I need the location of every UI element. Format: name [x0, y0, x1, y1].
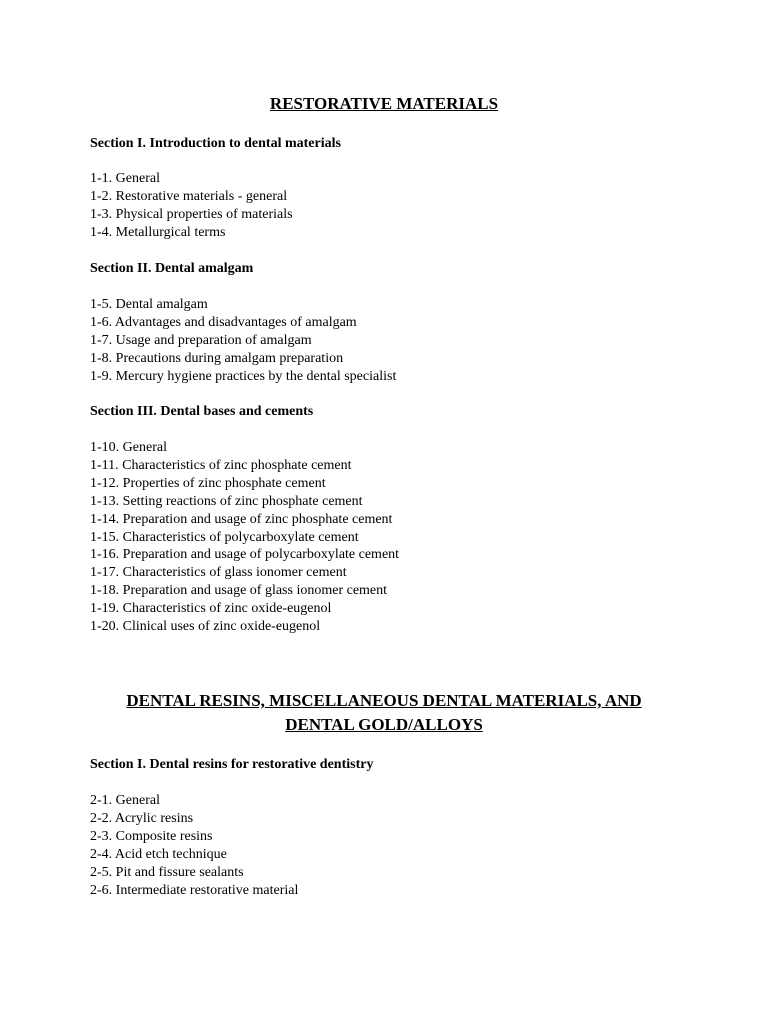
list-item: 1-8. Precautions during amalgam preparation [90, 350, 344, 366]
list-item: 1-15. Characteristics of polycarboxylate cement [90, 529, 359, 545]
list-item: 1-9. Mercury hygiene practices by the dental specialist [90, 368, 397, 384]
list-item: 1-4. Metallurgical terms [90, 224, 226, 240]
list-item: 1-18. Preparation and usage of glass ionomer cement [90, 583, 388, 599]
chapter-1-title: RESTORATIVE MATERIALS [269, 94, 499, 113]
list-item: 1-10. General [90, 440, 167, 455]
list-item: 1-20. Clinical uses of zinc oxide-eugenol [90, 619, 321, 635]
list-item: 1-12. Properties of zinc phosphate cement [90, 475, 326, 491]
chapter-2-title-line-1: DENTAL RESINS, MISCELLANEOUS DENTAL MATERIALS, AND [126, 691, 642, 710]
chapter-1-section-2 [90, 260, 690, 278]
list-item: 2-5. Pit and fissure sealants [90, 864, 244, 880]
list-item: 1-7. Usage and preparation of amalgam [90, 332, 312, 348]
list-item: 2-1. General [90, 793, 160, 808]
list-item: 2-4. Acid etch technique [90, 846, 227, 862]
list-item: 1-1. General [90, 171, 160, 186]
chapter-1-section-3 [90, 403, 690, 421]
section-title: Section III. Dental bases and cements [90, 404, 314, 419]
chapter-1-section-2-list [90, 296, 690, 386]
list-item: 1-14. Preparation and usage of zinc phosphate cement [90, 511, 393, 527]
chapter-2-title-line-2: DENTAL GOLD/ALLOYS [285, 715, 483, 734]
list-item: 1-17. Characteristics of glass ionomer cement [90, 565, 347, 581]
list-item: 1-2. Restorative materials - general [90, 188, 288, 204]
list-item: 1-19. Characteristics of zinc oxide-eugenol [90, 601, 332, 617]
list-item: 2-3. Composite resins [90, 828, 213, 844]
list-item: 1-16. Preparation and usage of polycarboxylate cement [90, 547, 400, 563]
chapter-1-section-1 [90, 135, 690, 153]
list-item: 1-11. Characteristics of zinc phosphate cement [90, 457, 352, 473]
chapter-2-section-1 [90, 756, 690, 774]
list-item: 1-5. Dental amalgam [90, 297, 208, 312]
section-title: Section I. Introduction to dental materials [90, 136, 341, 151]
list-item: 1-6. Advantages and disadvantages of amalgam [90, 314, 357, 330]
chapter-2-section-1-list [90, 792, 690, 899]
chapter-1-section-1-list [90, 170, 690, 242]
list-item: 1-3. Physical properties of materials [90, 206, 293, 222]
list-item: 2-2. Acrylic resins [90, 810, 194, 826]
list-item: 2-6. Intermediate restorative material [90, 882, 299, 898]
chapter-1-section-3-list [90, 439, 690, 636]
section-title: Section II. Dental amalgam [90, 261, 254, 276]
list-item: 1-13. Setting reactions of zinc phosphate cement [90, 493, 363, 509]
section-title: Section I. Dental resins for restorative dentistry [90, 757, 374, 772]
